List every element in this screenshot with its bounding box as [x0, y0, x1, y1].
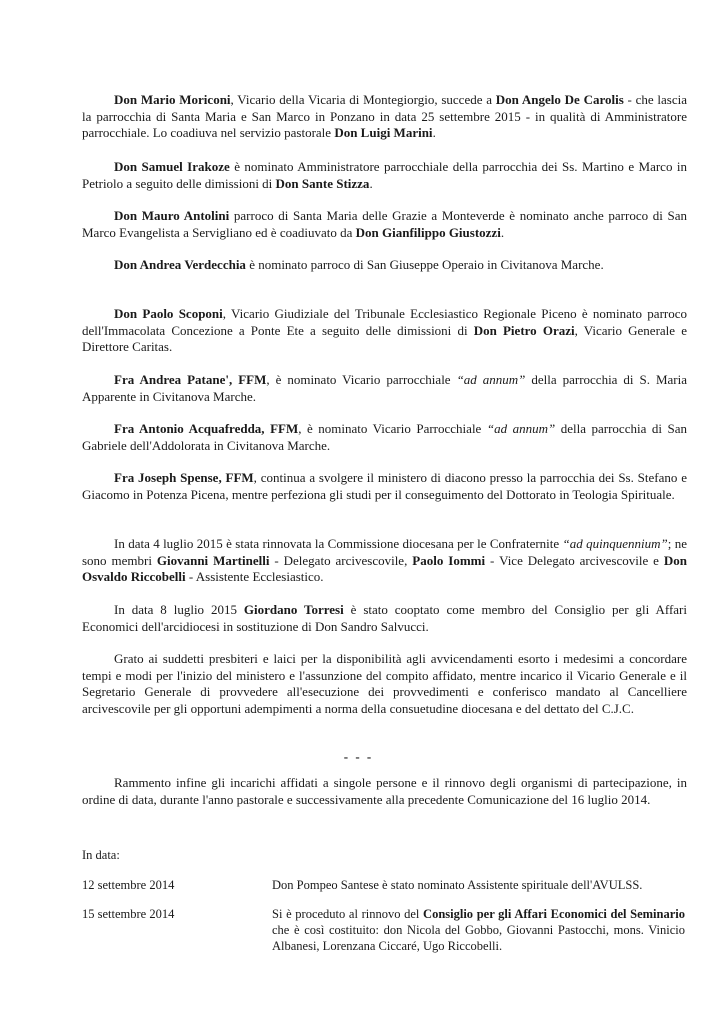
text-run: è nominato Amministratore parrocchiale della parrocchia dei Ss. Martino e Marco in Petriolo a seguito delle dimissioni di: [82, 159, 688, 191]
text-run: è stato cooptato come membro del Consiglio per gli Affari Economici dell'arcidiocesi in sostituzione di Don Sandro Salvucci.: [82, 602, 687, 634]
paragraph-patane: [82, 372, 687, 405]
text-run: della parrocchia di S. Maria Apparente in Civitanova Marche.: [82, 372, 688, 404]
in-data-label: In data:: [82, 848, 120, 862]
text-run: .: [500, 224, 505, 240]
paragraph-verdecchia: [82, 257, 687, 274]
bold-text-run: Consiglio per gli Affari Economici del Seminario: [423, 907, 685, 921]
bold-text-run: Don Sante Stizza: [275, 175, 370, 191]
text-run: - Delegato arcivescovile,: [269, 552, 413, 568]
bold-text-run: Paolo Iommi: [412, 552, 486, 568]
italic-text-run: “ad annum”: [456, 372, 526, 387]
text-run: parroco di Santa Maria delle Grazie a Monteverde è nominato anche parroco di San Marco Evangelista a Servigliano ed è coadiuvato da: [82, 208, 687, 240]
section-separator: - - -: [343, 749, 374, 764]
entry-text: [272, 877, 685, 893]
paragraph-acquafredda: [82, 421, 687, 454]
text-run: , Vicario Giudiziale del Tribunale Ecclesiastico Regionale Piceno è nominato parroco dell'Immacolata Concezione a Ponte Ete a seguito delle dimissioni di: [82, 306, 687, 338]
text-run: , è nominato Vicario Parrocchiale: [298, 421, 487, 436]
text-run: , continua a svolgere il ministero di diacono presso la parrocchia dei Ss. Stefano e Giacomo in Potenza Picena, mentre perfeziona gli studi per il conseguimento del Dottorato in Teologia Spirituale.: [82, 470, 687, 502]
bold-text-run: Fra Antonio Acquafredda, FFM: [114, 421, 299, 436]
bold-text-run: Don Mauro Antolini: [114, 208, 230, 223]
bold-text-run: Giordano Torresi: [243, 602, 344, 617]
text-run: .: [369, 175, 373, 191]
paragraph-grato: [82, 651, 687, 717]
text-run: Rammento infine gli incarichi affidati a singole persone e il rinnovo degli organismi di partecipazione, in ordine di data, durante l'anno pastorale e successivamente alla precedente Comunicazione del 16 luglio 2014.: [82, 775, 687, 807]
text-run: - Vice Delegato arcivescovile e: [485, 552, 664, 568]
bold-text-run: Don Osvaldo Riccobelli: [82, 552, 687, 584]
bold-text-run: Don Andrea Verdecchia: [114, 257, 246, 272]
bold-text-run: Don Angelo De Carolis: [495, 92, 624, 107]
italic-text-run: “ad annum”: [486, 421, 556, 436]
text-run: , Vicario Generale e Direttore Caritas.: [82, 322, 687, 354]
bold-text-run: Don Samuel Irakoze: [114, 159, 230, 174]
text-run: - che lascia la parrocchia di Santa Maria e San Marco in Ponzano in data 25 settembre 2015 - in qualità di Amministratore parrocchiale. Lo coadiuva nel servizio pastorale: [82, 92, 687, 140]
bold-text-run: Don Gianfilippo Giustozzi: [355, 224, 501, 240]
text-run: In data 8 luglio 2015: [114, 602, 244, 617]
italic-text-run: “ad quinquennium”: [562, 536, 668, 551]
paragraph-rammento: [82, 775, 687, 808]
entry-date: 15 settembre 2014: [82, 907, 175, 921]
bold-text-run: Fra Joseph Spense, FFM: [114, 470, 254, 485]
text-run: In data 4 luglio 2015 è stata rinnovata la Commissione diocesana per le Confraternite: [114, 536, 563, 551]
paragraph-irakoze: [82, 159, 687, 192]
bold-text-run: Fra Andrea Patane', FFM: [114, 372, 267, 387]
text-run: Grato ai suddetti presbiteri e laici per la disponibilità agli avvicendamenti esorto i medesimi a concordare tempi e modi per l'inizio del ministero e l'assunzione del compito affidato, mentre incarico il Vicario Generale e il Segretario Generale di provvedere all'esecuzione dei provvedimenti e conferisco mandato al Cancelliere arcivescovile per gli opportuni adempimenti a norma della consuetudine diocesana e del dettato del C.J.C.: [82, 651, 687, 716]
bold-text-run: Don Paolo Scoponi: [114, 306, 223, 321]
paragraph-spense: [82, 470, 687, 503]
paragraph-commissione: [82, 536, 687, 586]
text-run: Don Pompeo Santese è stato nominato Assistente spirituale dell'AVULSS.: [272, 878, 643, 892]
bold-text-run: Don Mario Moriconi: [114, 92, 231, 107]
text-run: Si è proceduto al rinnovo del: [272, 907, 424, 921]
text-run: è nominato parroco di San Giuseppe Operaio in Civitanova Marche.: [245, 257, 604, 272]
paragraph-scoponi: [82, 306, 687, 356]
bold-text-run: Don Pietro Orazi: [473, 322, 575, 338]
text-run: , è nominato Vicario parrocchiale: [266, 372, 457, 387]
text-run: , Vicario della Vicaria di Montegiorgio, succede a: [230, 92, 496, 107]
text-run: - Assistente Ecclesiastico.: [185, 569, 324, 584]
text-run: .: [432, 125, 436, 140]
bold-text-run: Giovanni Martinelli: [156, 552, 270, 568]
paragraph-moriconi: [82, 92, 687, 142]
text-run: ; ne sono membri: [82, 536, 687, 568]
entry-text: [272, 906, 685, 954]
bold-text-run: Don Luigi Marini: [334, 125, 433, 140]
text-run: della parrocchia di San Gabriele dell'Addolorata in Civitanova Marche.: [82, 421, 687, 453]
paragraph-antolini: [82, 208, 687, 241]
text-run: che è così costituito: don Nicola del Gobbo, Giovanni Pastocchi, mons. Vinicio Albanesi, Lorenzana Ciccaré, Ugo Riccobelli.: [272, 923, 685, 953]
entry-date: 12 settembre 2014: [82, 878, 175, 892]
paragraph-torresi: [82, 602, 687, 635]
